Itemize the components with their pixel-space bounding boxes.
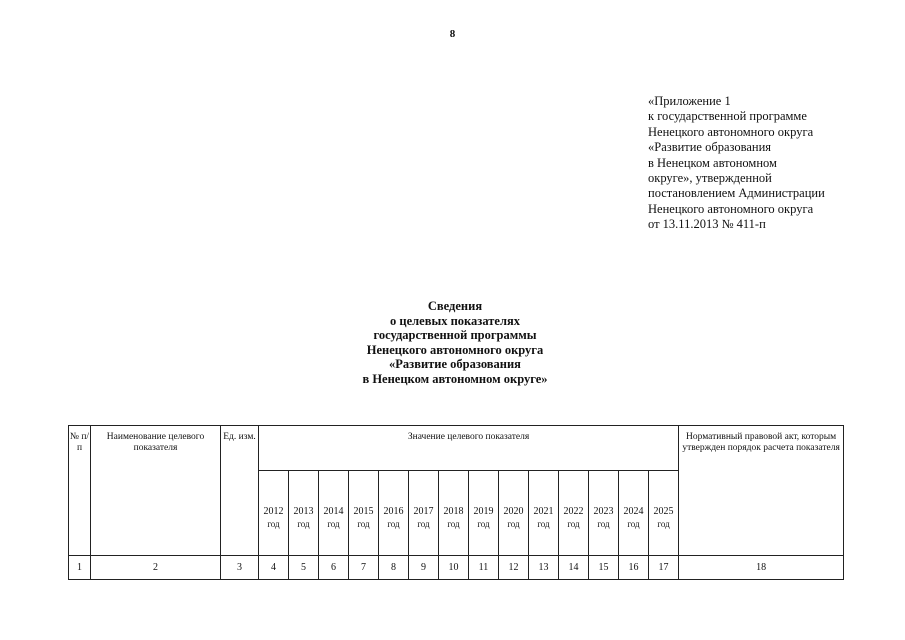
appendix-note [648, 94, 825, 233]
appendix-line: постановлением Администрации [648, 186, 825, 201]
column-number: 11 [469, 556, 499, 580]
year-cell: 2022 год [559, 471, 589, 556]
column-number: 17 [649, 556, 679, 580]
heading-line: о целевых показателях [390, 313, 520, 328]
appendix-line: Ненецкого автономного округа [648, 201, 814, 216]
year-cell: 2015 год [349, 471, 379, 556]
column-number-row [69, 556, 844, 580]
column-number: 9 [409, 556, 439, 580]
appendix-line: от 13.11.2013 № 411-п [648, 217, 766, 232]
header-act: Нормативный правовой акт, которым утвержден порядок расчета показателя [679, 426, 844, 556]
appendix-line: Ненецкого автономного округа [648, 124, 814, 139]
page-number: 8 [449, 28, 456, 40]
header-values: Значение целевого показателя [259, 426, 679, 471]
column-number: 1 [69, 556, 91, 580]
year-cell: 2014 год [319, 471, 349, 556]
heading-line: Ненецкого автономного округа [366, 342, 544, 357]
heading-line: в Ненецком автономном округе» [362, 371, 548, 386]
heading-line: Сведения [427, 299, 483, 313]
column-number: 10 [439, 556, 469, 580]
year-cell: 2021 год [529, 471, 559, 556]
appendix-line: округе», утвержденной [648, 171, 772, 186]
column-number: 18 [679, 556, 844, 580]
column-number: 8 [379, 556, 409, 580]
column-number: 12 [499, 556, 529, 580]
year-cell: 2020 год [499, 471, 529, 556]
column-number: 3 [221, 556, 259, 580]
year-cell: 2024 год [619, 471, 649, 556]
year-cell: 2013 год [289, 471, 319, 556]
year-cell: 2012 год [259, 471, 289, 556]
table-header-row [69, 426, 844, 471]
column-number: 5 [289, 556, 319, 580]
column-number: 7 [349, 556, 379, 580]
column-number: 16 [619, 556, 649, 580]
heading-line: государственной программы [373, 328, 537, 343]
column-number: 4 [259, 556, 289, 580]
header-unit: Ед. изм. [221, 426, 259, 556]
column-number: 2 [91, 556, 221, 580]
header-name: Наименование целевого показателя [91, 426, 221, 556]
column-number: 14 [559, 556, 589, 580]
column-number: 6 [319, 556, 349, 580]
year-cell: 2018 год [439, 471, 469, 556]
column-number: 15 [589, 556, 619, 580]
year-cell: 2017 год [409, 471, 439, 556]
header-num: № п/п [69, 426, 91, 556]
appendix-line: к государственной программе [648, 109, 807, 124]
year-cell: 2019 год [469, 471, 499, 556]
document-heading [250, 299, 660, 387]
indicators-table [68, 425, 844, 580]
year-cell: 2016 год [379, 471, 409, 556]
appendix-line: «Развитие образования [648, 140, 772, 155]
heading-line: «Развитие образования [389, 357, 521, 372]
appendix-line: «Приложение 1 [648, 94, 731, 108]
appendix-line: в Ненецком автономном [648, 155, 777, 170]
year-cell: 2025 год [649, 471, 679, 556]
year-cell: 2023 год [589, 471, 619, 556]
column-number: 13 [529, 556, 559, 580]
